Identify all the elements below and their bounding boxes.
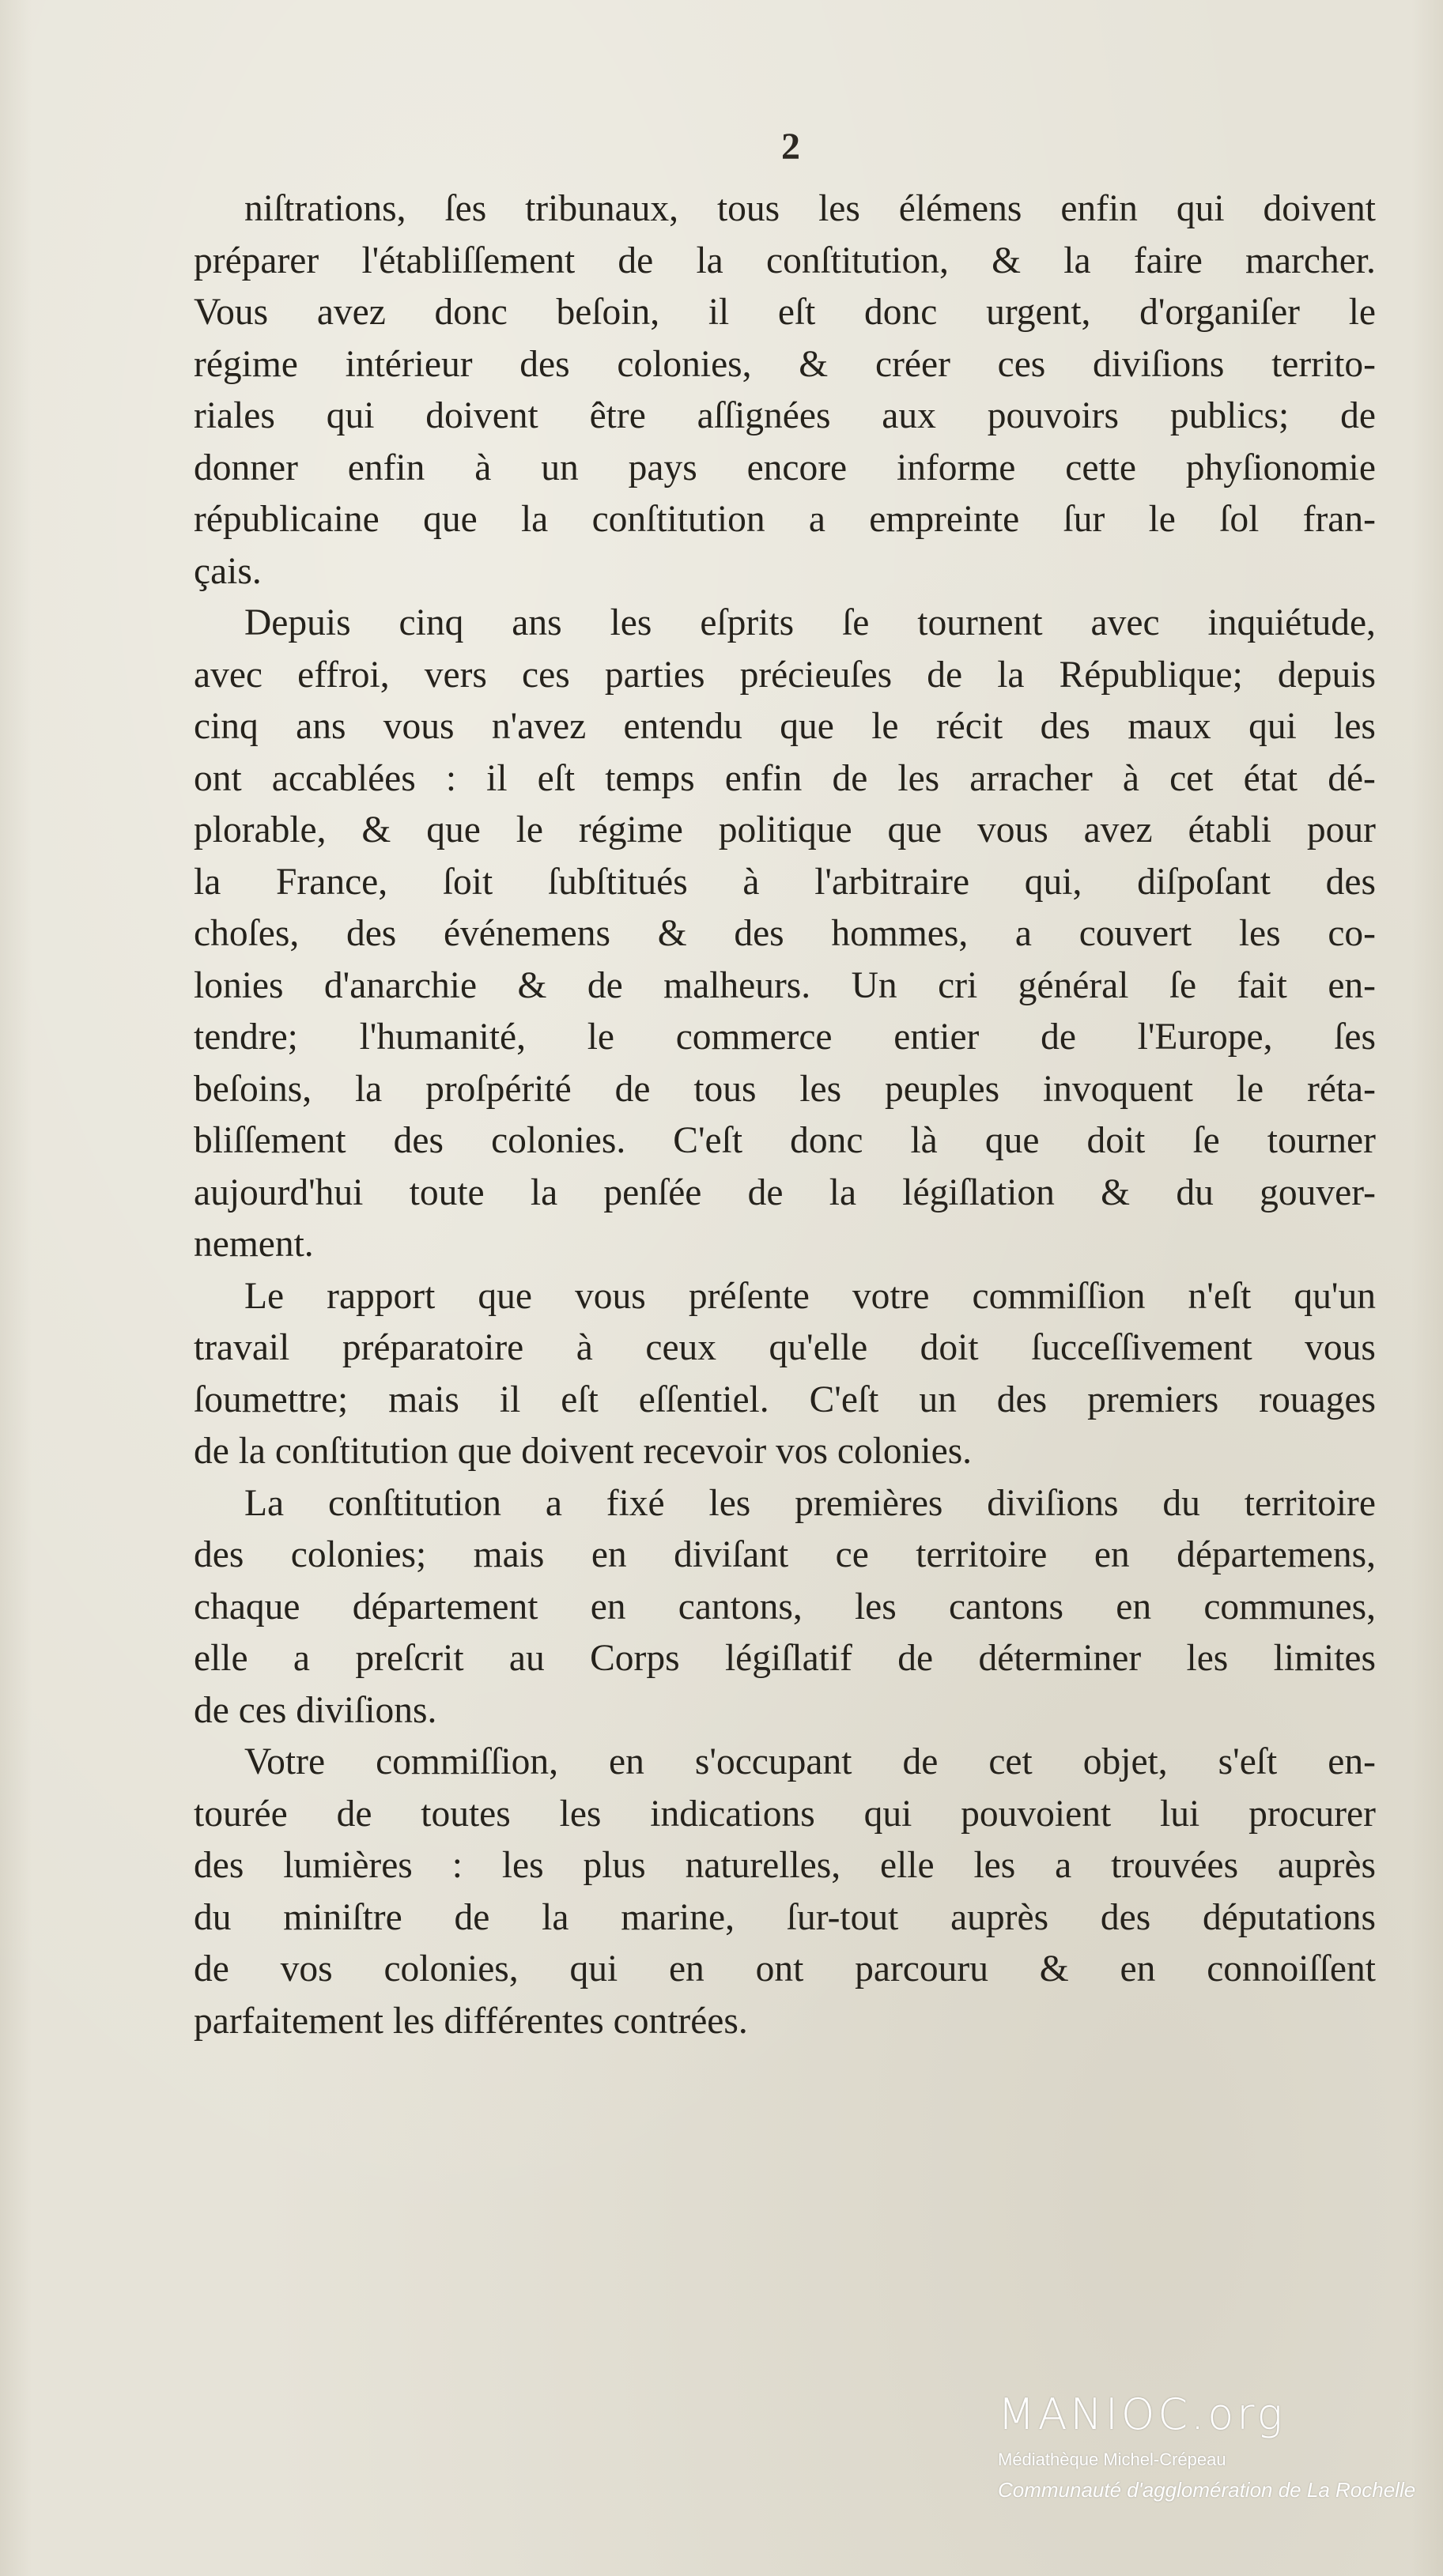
institution-name: Communauté d'agglomération de La Rochelle xyxy=(998,2478,1416,2502)
text-line: elle a preſcrit au Corps légiſlatif de déterminer les limites xyxy=(194,1638,1376,1679)
text-line: Depuis cinq ans les eſprits ſe tournent avec inquiétude, xyxy=(244,602,1376,643)
text-line: nement. xyxy=(194,1224,314,1265)
text-line: chaque département en cantons, les cantons en communes, xyxy=(194,1586,1376,1627)
text-line: La conſtitution a fixé les premières diviſions du territoire xyxy=(244,1482,1376,1524)
text-line: des colonies; mais en diviſant ce territoire en départemens, xyxy=(194,1534,1376,1575)
text-line: régime intérieur des colonies, & créer ces diviſions territo- xyxy=(194,343,1376,385)
library-name: Médiathèque Michel-Crépeau xyxy=(998,2450,1226,2469)
text-line: préparer l'établiſſement de la conſtitution, & la faire marcher. xyxy=(194,239,1376,281)
paragraph xyxy=(194,183,1376,598)
text-line: de vos colonies, qui en ont parcouru & en connoiſſent xyxy=(194,1948,1376,1990)
text-line: tourée de toutes les indications qui pouvoient lui procurer xyxy=(194,1793,1376,1835)
text-line: niſtrations, ſes tribunaux, tous les élémens enfin qui doivent xyxy=(244,188,1376,229)
text-line: çais. xyxy=(194,550,262,592)
page-number: 2 xyxy=(781,126,800,168)
text-line: bliſſement des colonies. C'eſt donc là que doit ſe tourner xyxy=(194,1120,1376,1161)
text-line: ſoumettre; mais il eſt eſſentiel. C'eſt un des premiers rouages xyxy=(194,1379,1376,1420)
text-line: de la conſtitution que doivent recevoir vos colonies. xyxy=(194,1431,973,1472)
text-line: du miniſtre de la marine, ſur-tout auprès des députations xyxy=(194,1896,1376,1938)
paragraph xyxy=(194,1737,1376,2047)
text-line: tendre; l'humanité, le commerce entier de l'Europe, ſes xyxy=(194,1016,1376,1058)
text-line: Le rapport que vous préſente votre commiſſion n'eſt qu'un xyxy=(244,1275,1376,1317)
text-line: riales qui doivent être aſſignées aux pouvoirs publics; de xyxy=(194,395,1376,436)
text-line: plorable, & que le régime politique que vous avez établi pour xyxy=(194,809,1376,850)
text-line: cinq ans vous n'avez entendu que le récit des maux qui les xyxy=(194,706,1376,747)
text-line: la France, ſoit ſubſtitués à l'arbitraire qui, diſpoſant des xyxy=(194,861,1376,903)
text-line: parfaitement les différentes contrées. xyxy=(194,2000,748,2042)
text-line: ont accablées : il eſt temps enfin de les arracher à cet état dé- xyxy=(194,757,1376,799)
paragraph xyxy=(194,1478,1376,1737)
text-line: choſes, des événemens & des hommes, a couvert les co- xyxy=(194,913,1376,954)
body-text xyxy=(194,183,1376,2047)
manioc-logo-title: MANIOC.org xyxy=(998,2389,1286,2439)
text-line: républicaine que la conſtitution a empreinte ſur le ſol fran- xyxy=(194,499,1376,540)
text-line: donner enfin à un pays encore informe cette phyſionomie xyxy=(194,447,1376,488)
paragraph xyxy=(194,598,1376,1271)
text-line: beſoins, la proſpérité de tous les peuples invoquent le réta- xyxy=(194,1068,1376,1110)
paragraph xyxy=(194,1271,1376,1478)
text-line: aujourd'hui toute la penſée de la légiſlation & du gouver- xyxy=(194,1171,1376,1213)
manioc-watermark xyxy=(998,2391,1425,2502)
text-line: Votre commiſſion, en s'occupant de cet objet, s'eſt en- xyxy=(244,1741,1376,1782)
text-line: travail préparatoire à ceux qu'elle doit ſucceſſivement vous xyxy=(194,1327,1376,1368)
text-line: Vous avez donc beſoin, il eſt donc urgent, d'organiſer le xyxy=(194,292,1376,333)
text-line: de ces diviſions. xyxy=(194,1689,437,1731)
text-line: avec effroi, vers ces parties précieuſes de la République; depuis xyxy=(194,654,1376,696)
text-line: des lumières : les plus naturelles, elle les a trouvées auprès xyxy=(194,1845,1376,1886)
text-line: lonies d'anarchie & de malheurs. Un cri général ſe fait en- xyxy=(194,964,1376,1006)
